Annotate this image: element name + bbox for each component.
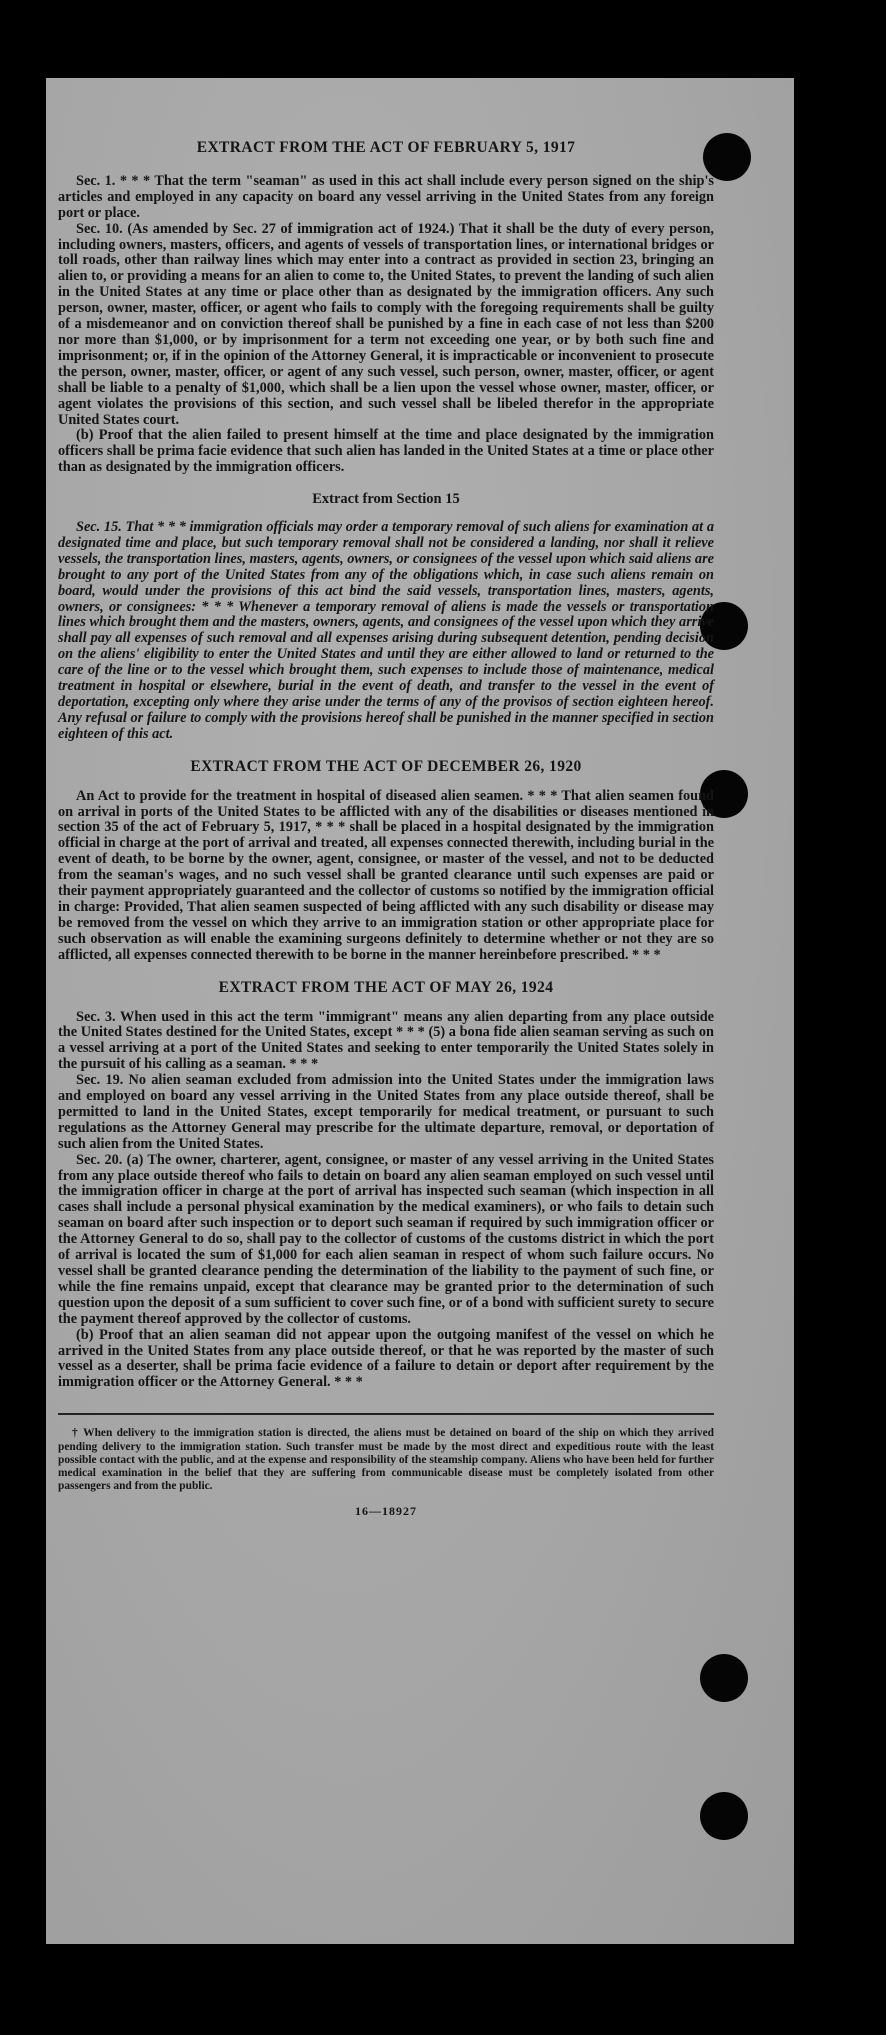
footnote <box>58 1427 714 1493</box>
paragraph: (b) Proof that the alien failed to present himself at the time and place designated by the immigration officers shall be prima facie evidence that such alien has landed in the United States at a time or place other than as designated by the immigration officers. <box>58 427 714 476</box>
section-heading: EXTRACT FROM THE ACT OF FEBRUARY 5, 1917 <box>196 139 576 156</box>
section-heading: EXTRACT FROM THE ACT OF MAY 26, 1924 <box>218 978 554 996</box>
paragraph: Sec. 3. When used in this act the term "immigrant" means any alien departing from any place outside the United States destined for the United States, except * * * (5) a bona fide alien seaman serving as such on a vessel arriving at a port of the United States and seeking to enter temporarily the United States solely in the pursuit of his calling as a seaman. * * * <box>58 1008 714 1073</box>
section-act-1924 <box>58 980 714 1392</box>
punch-hole <box>700 1792 748 1840</box>
section-act-1920 <box>58 759 714 964</box>
paragraph: (b) Proof that an alien seaman did not appear upon the outgoing manifest of the vessel on which he arrived in the United States from any place outside thereof, or that he was reported by the master of such vessel as a deserter, shall be prima facie evidence of a failure to detain or deport after requirement by the immigration officer or the Attorney General. * * * <box>58 1326 714 1391</box>
paragraph: Sec. 1. * * * That the term "seaman" as used in this act shall include every person signed on the ship's articles and employed in any capacity on board any vessel arriving in the United States from any foreign port or place. <box>58 172 714 221</box>
section-heading: EXTRACT FROM THE ACT OF DECEMBER 26, 1920 <box>190 757 582 775</box>
section-heading: Extract from Section 15 <box>312 491 460 508</box>
paragraph: Sec. 10. (As amended by Sec. 27 of immigration act of 1924.) That it shall be the duty of every person, including owners, masters, officers, and agents of vessels of transportation lines, or international bridges or toll roads, other than railway lines which may enter into a contract as provided in section 23, bringing an alien to, or providing a means for an alien to come to, the United States, to prevent the landing of such alien in the United States at any time or place other than as designated by the immigration officers. Any such person, owner, master, officer, or agent who fails to comply with the foregoing requirements shall be guilty of a misdemeanor and on conviction thereof shall be punished by a fine in each case of not less than $200 nor more than $1,000, or by imprisonment for a term not exceeding one year, or by both such fine and imprisonment; or, if in the opinion of the Attorney General, it is impracticable or inconvenient to prosecute the person, owner, master, officer, or agent of any such vessel, such person, owner, master, officer, or agent shall be liable to a penalty of $1,000, which shall be a lien upon the vessel whose owner, master, officer, or agent violates the provisions of this section, and such vessel shall be libeled therefor in the appropriate United States court. <box>58 220 714 428</box>
footnote-divider <box>58 1413 714 1415</box>
paragraph: Sec. 20. (a) The owner, charterer, agent, consignee, or master of any vessel arriving in the United States from any place outside thereof who fails to detain on board any alien seaman employed on such vessel until the immigration officer in charge at the port of arrival has inspected such seaman (which inspection in all cases shall include a personal physical examination by the medical examiners), or who fails to detain such seaman on board after such inspection or to deport such seaman if required by such immigration officer or the Attorney General to do so, shall pay to the collector of customs of the customs district in which the port of arrival is located the sum of $1,000 for each alien seaman in respect of whom such failure occurs. No vessel shall be granted clearance pending the determination of the liability to the payment of such fine, or while the fine remains unpaid, except that clearance may be granted prior to the determination of such question upon the deposit of a sum sufficient to cover such fine, or of a bond with sufficient surety to secure the payment thereof approved by the collector of customs. <box>58 1151 714 1327</box>
page-number: 16—18927 <box>355 1503 417 1518</box>
section-extract-15 <box>58 492 714 743</box>
document-text <box>58 140 714 1520</box>
footnote-text: † When delivery to the immigration station is directed, the aliens must be detained on board of the ship on which they arrived pending delivery to the immigration station. Such transfer must be made by the most direct and expeditious route with the least possible contact with the public, and at the expense and responsibility of the steamship company. Aliens who have been held for further medical examination in the belief that they are suffering from communicable disease must be completely isolated from other passengers and from the public. <box>58 1427 714 1493</box>
paragraph: Sec. 15. That * * * immigration officials may order a temporary removal of such aliens for examination at a designated time and place, but such temporary removal shall not be considered a landing, nor shall it relieve vessels, the transportation lines, masters, agents, owners, or consignees of the vessel upon which said aliens are brought to any port of the United States from any of the obligations which, in case such aliens remain on board, would under the provisions of this act bind the said vessels, transportation lines, masters, agents, owners, or consignees: * * * Whenever a temporary removal of aliens is made the vessels or transportation lines which brought them and the masters, owners, agents, and consignees of the vessel upon which they arrive shall pay all expenses of such removal and all expenses arising during subsequent detention, pending decision on the aliens' eligibility to enter the United States and until they are either allowed to land or returned to the care of the line or to the vessel which brought them, such expenses to include those of maintenance, medical treatment in hospital or elsewhere, burial in the event of death, and transfer to the vessel in the event of deportation, excepting only where they arise under the terms of any of the provisos of section eighteen hereof. Any refusal or failure to comply with the provisions hereof shall be punished in the manner specified in section eighteen of this act. <box>58 519 714 742</box>
section-act-1917 <box>58 140 714 476</box>
paragraph: An Act to provide for the treatment in hospital of diseased alien seamen. * * * That alien seamen found on arrival in ports of the United States to be afflicted with any of the disabilities or diseases mentioned in section 35 of the act of February 5, 1917, * * * shall be placed in a hospital designated by the immigration official in charge at the port of arrival and treated, all expenses connected therewith, including burial in the event of death, to be borne by the owner, agent, consignee, or master of the vessel, and not to be deducted from the seaman's wages, and no such vessel shall be granted clearance until such expenses are paid or their payment appropriately guaranteed and the collector of customs so notified by the immigration official in charge: Provided, That alien seamen suspected of being afflicted with any such disability or disease may be removed from the vessel on which they arrive to an immigration station or other appropriate place for such observation as will enable the examining surgeons definitely to determine whether or not they are so afflicted, all expenses connected therewith to be borne in the manner hereinbefore prescribed. * * * <box>58 787 714 963</box>
punch-hole <box>700 1654 748 1702</box>
paragraph: Sec. 19. No alien seaman excluded from admission into the United States under the immigration laws and employed on board any vessel arriving in the United States from any place outside thereof, shall be permitted to land in the United States, except temporarily for medical treatment, or pursuant to such regulations as the Attorney General may prescribe for the ultimate departure, removal, or deportation of such alien from the United States. <box>58 1072 714 1152</box>
